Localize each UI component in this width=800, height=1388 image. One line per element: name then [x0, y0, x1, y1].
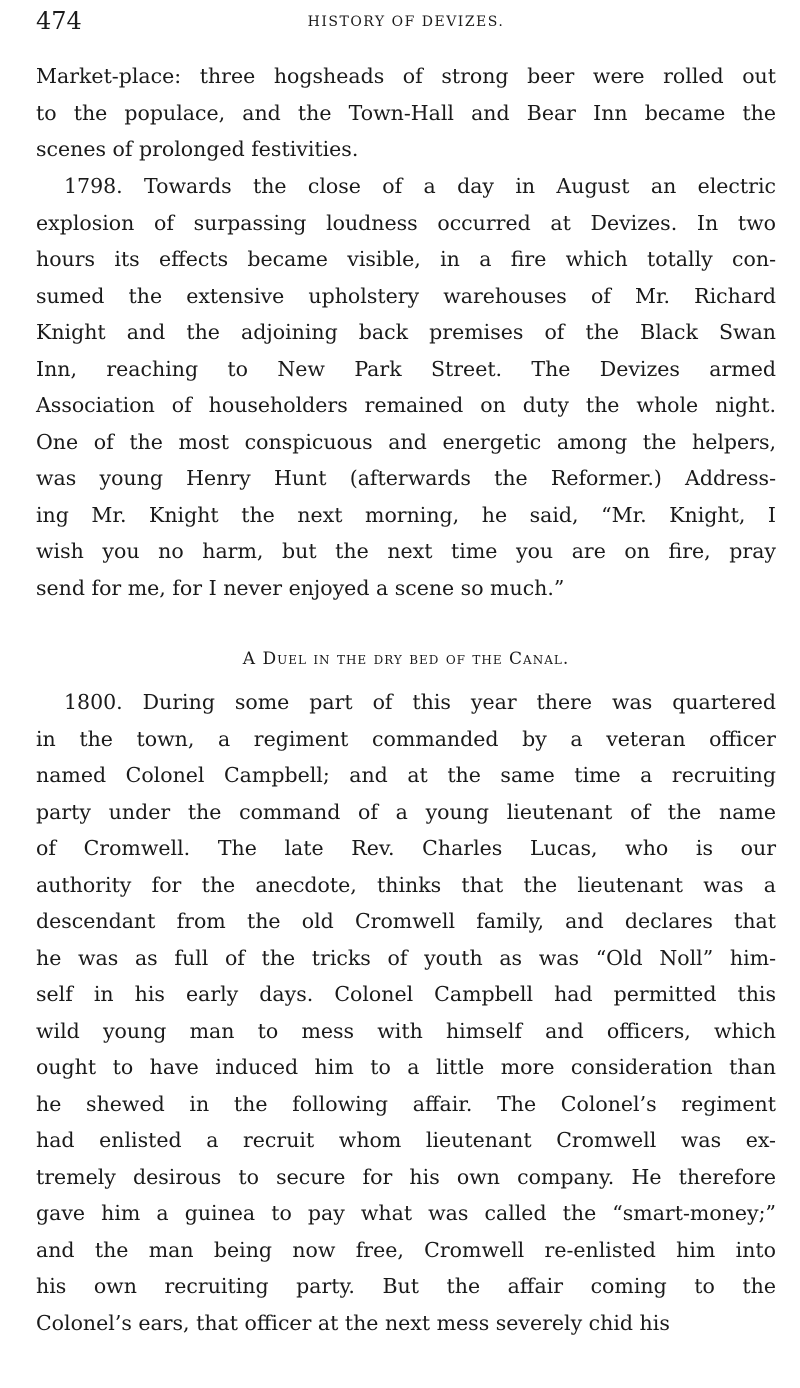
text-line: scenes of prolonged festivities. [36, 137, 359, 161]
text-line: wish you no harm, but the next time you are on fire, pray [36, 539, 776, 563]
text-line: Market-place: three hogsheads of strong beer were rolled out [36, 64, 776, 88]
text-line: named Colonel Campbell; and at the same time a recruiting [36, 763, 776, 787]
text-line: Colonel’s ears, that officer at the next mess severely chid his [36, 1310, 670, 1335]
paragraph-1798-fire [36, 168, 776, 606]
text-line: had enlisted a recruit whom lieutenant Cromwell was ex- [36, 1128, 776, 1152]
paragraph-1800-duel [36, 684, 776, 1341]
text-line: One of the most conspicuous and energetic among the helpers, [36, 429, 776, 454]
running-head [36, 6, 776, 36]
text-line: he shewed in the following affair. The Colonel’s regiment [36, 1091, 776, 1116]
text-line: and the man being now free, Cromwell re-enlisted him into [36, 1237, 776, 1262]
text-line: ing Mr. Knight the next morning, he said, “Mr. Knight, I [36, 502, 776, 527]
text-line: authority for the anecdote, thinks that the lieutenant was a [36, 872, 776, 897]
text-line: explosion of surpassing loudness occurred at Devizes. In two [36, 210, 776, 235]
text-line: his own recruiting party. But the affair coming to the [36, 1274, 776, 1298]
text-line: Inn, reaching to New Park Street. The Devizes armed [36, 356, 776, 381]
text-line: tremely desirous to secure for his own company. He therefore [36, 1164, 776, 1189]
running-title: HISTORY OF DEVIZES. [307, 14, 505, 30]
text-line: 1798. Towards the close of a day in August an electric [64, 174, 776, 198]
text-line: Knight and the adjoining back premises of the Black Swan [36, 320, 776, 344]
text-line: Association of householders remained on duty the whole night. [36, 393, 776, 417]
text-line: descendant from the old Cromwell family, and declares that [36, 909, 776, 933]
text-line: self in his early days. Colonel Campbell had permitted this [36, 982, 776, 1006]
text-line: gave him a guinea to pay what was called the “smart-money;” [36, 1201, 776, 1225]
text-line: party under the command of a young lieutenant of the name [36, 799, 776, 824]
text-line: hours its effects became visible, in a fire which totally con- [36, 247, 776, 271]
page-number: 474 [36, 7, 82, 35]
paragraph-market-place [36, 58, 776, 168]
text-line: of Cromwell. The late Rev. Charles Lucas, who is our [36, 836, 776, 860]
text-line: wild young man to mess with himself and officers, which [36, 1018, 776, 1043]
text-line: 1800. During some part of this year there was quartered [64, 690, 776, 714]
text-line: send for me, for I never enjoyed a scene so much.” [36, 575, 565, 600]
text-line: sumed the extensive upholstery warehouses of Mr. Richard [36, 283, 776, 308]
text-line: was young Henry Hunt (afterwards the Reformer.) Address- [36, 466, 776, 490]
text-line: he was as full of the tricks of youth as was “Old Noll” him- [36, 945, 776, 970]
section-heading: A Duel in the dry bed of the Canal. [242, 649, 570, 669]
text-line: to the populace, and the Town-Hall and Bear Inn became the [36, 100, 776, 125]
text-line: ought to have induced him to a little more consideration than [36, 1055, 776, 1079]
text-line: in the town, a regiment commanded by a veteran officer [36, 726, 776, 751]
